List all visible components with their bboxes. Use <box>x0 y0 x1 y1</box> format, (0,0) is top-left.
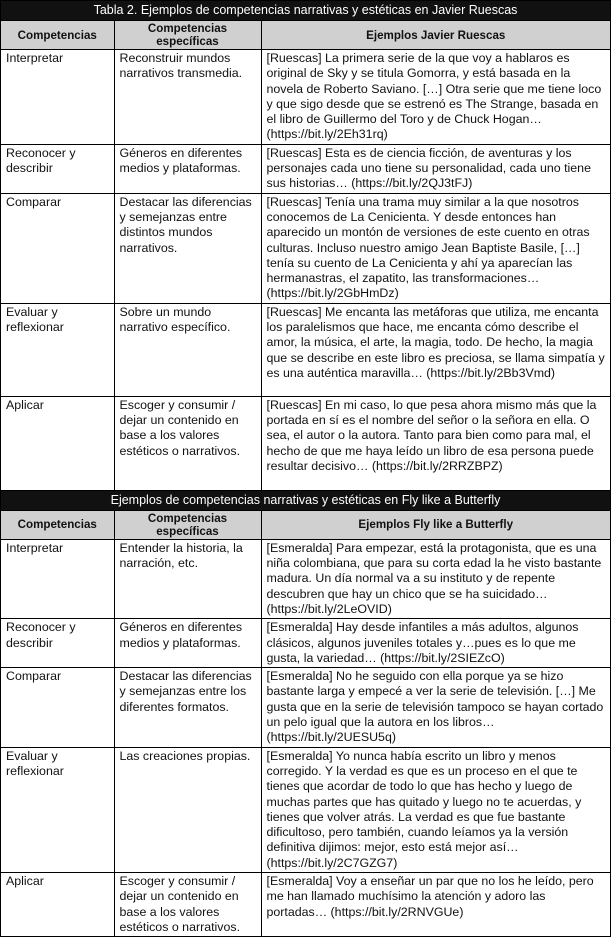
table-row <box>1 396 610 490</box>
header-competencias: Competencias <box>1 511 114 540</box>
cell-competencia: Comparar <box>1 193 114 303</box>
cell-ejemplo: [Esmeralda] Voy a enseñar un par que no los he leído, pero me han llamado muchísimo la atención y adoro las portadas… (https://bit.ly/2RNVGUe) <box>261 872 610 936</box>
table1-title: Tabla 2. Ejemplos de competencias narrativas y estéticas en Javier Ruescas <box>1 1 610 21</box>
table-row <box>1 50 610 145</box>
table-row <box>1 303 610 396</box>
cell-ejemplo: [Ruescas] Me encanta las metáforas que utiliza, me encanta los paralelismos que hace, me encanta cómo describe el amor, la música, el arte, la magia, todo. De hecho, la magia que se describe en este libro es preciosa, se llama simpatía y es una auténtica maravilla… (https://bit.ly/2Bb3Vmd) <box>261 303 610 396</box>
table-row <box>1 193 610 303</box>
table2-title: Ejemplos de competencias narrativas y estéticas en Fly like a Butterfly <box>1 491 610 511</box>
table-row <box>1 144 610 193</box>
cell-especifica: Géneros en diferentes medios y plataformas. <box>114 619 261 668</box>
header-competencias: Competencias <box>1 21 114 50</box>
cell-ejemplo: [Esmeralda] Para empezar, está la protagonista, que es una niña colombiana, que para su corta edad la he visto bastante madura. Un día normal va a su instituto y de repente descubren que hay un chico que se ha suicidado… (https://bit.ly/2LeOVID) <box>261 539 610 618</box>
cell-especifica: Géneros en diferentes medios y plataformas. <box>114 144 261 193</box>
cell-competencia: Aplicar <box>1 396 114 490</box>
cell-competencia: Evaluar y reflexionar <box>1 303 114 396</box>
table-row <box>1 747 610 872</box>
cell-competencia: Interpretar <box>1 50 114 145</box>
cell-ejemplo: [Ruescas] Esta es de ciencia ficción, de aventuras y los personajes cada uno tiene su personalidad, cada uno tiene sus historias… (https://bit.ly/2QJ3tFJ) <box>261 144 610 193</box>
header-ejemplos: Ejemplos Fly like a Butterfly <box>261 511 610 540</box>
table-row <box>1 872 610 936</box>
cell-ejemplo: [Esmeralda] Yo nunca había escrito un libro y menos corregido. Y la verdad es que es un proceso en el que te tienes que acordar de todo lo que has hecho y luego de muchas partes que has quitado y luego no te acuerdas, y tienes que volver atrás. La verdad es que fue bastante dificultoso, pero también, cuando leíamos ya la versión definitiva dijimos: mejor, esto está mejor así… (https://bit.ly/2C7GZG7) <box>261 747 610 872</box>
cell-competencia: Reconocer y describir <box>1 619 114 668</box>
table-header-row <box>1 511 610 540</box>
cell-competencia: Evaluar y reflexionar <box>1 747 114 872</box>
table-row <box>1 619 610 668</box>
cell-competencia: Reconocer y describir <box>1 144 114 193</box>
cell-especifica: Sobre un mundo narrativo específico. <box>114 303 261 396</box>
cell-competencia: Comparar <box>1 668 114 747</box>
table-header-row <box>1 21 610 50</box>
cell-ejemplo: [Ruescas] La primera serie de la que voy a hablaros es original de Sky y se titula Gomorra, y está basada en la novela de Roberto Saviano. […] Otra serie que me tiene loco y que sigo desde que se estrenó es The Strange, basada en el libro de Guillermo del Toro y de Chuck Hogan… (https://bit.ly/2Eh31rq) <box>261 50 610 145</box>
cell-ejemplo: [Ruescas] Tenía una trama muy similar a la que nosotros conocemos de La Cenicienta. Y desde entonces han aparecido un montón de versiones de este cuento en otras culturas. Incluso nuestro amigo Jean Baptiste Basile, […] tenía su cuento de La Cenicienta y ahí ya aparecían las hermanastras, el zapatito, las transformaciones… (https://bit.ly/2GbHmDz) <box>261 193 610 303</box>
cell-competencia: Aplicar <box>1 872 114 936</box>
cell-especifica: Escoger y consumir / dejar un contenido en base a los valores estéticos o narrativos. <box>114 872 261 936</box>
header-ejemplos: Ejemplos Javier Ruescas <box>261 21 610 50</box>
cell-ejemplo: [Esmeralda] No he seguido con ella porque ya se hizo bastante larga y empecé a ver la serie de televisión. […] Me gusta que en la serie de televisión tampoco se hayan cortado un pelo igual que la autora en los libros… (https://bit.ly/2UESU5q) <box>261 668 610 747</box>
table-fly-like-a-butterfly <box>1 511 610 936</box>
cell-especifica: Entender la historia, la narración, etc. <box>114 539 261 618</box>
cell-especifica: Las creaciones propias. <box>114 747 261 872</box>
cell-especifica: Destacar las diferencias y semejanzas entre los diferentes formatos. <box>114 668 261 747</box>
header-competencias-especificas: Competencias específicas <box>114 21 261 50</box>
cell-ejemplo: [Esmeralda] Hay desde infantiles a más adultos, algunos clásicos, algunos juveniles totales y…pues es lo que me gusta, la variedad… (https://bit.ly/2SIEZcO) <box>261 619 610 668</box>
table-row <box>1 539 610 618</box>
cell-especifica: Destacar las diferencias y semejanzas entre distintos mundos narrativos. <box>114 193 261 303</box>
table-ruescas <box>1 21 610 491</box>
header-competencias-especificas: Competencias específicas <box>114 511 261 540</box>
table-row <box>1 668 610 747</box>
cell-especifica: Escoger y consumir / dejar un contenido en base a los valores estéticos o narrativos. <box>114 396 261 490</box>
cell-ejemplo: [Ruescas] En mi caso, lo que pesa ahora mismo más que la portada en sí es el nombre del señor o la señora en ella. O sea, el autor o la autora. Tanto para bien como para mal, el hecho de que me haya leído un libro de esa persona puede resultar decisivo… (https://bit.ly/2RRZBPZ) <box>261 396 610 490</box>
cell-especifica: Reconstruir mundos narrativos transmedia. <box>114 50 261 145</box>
cell-competencia: Interpretar <box>1 539 114 618</box>
